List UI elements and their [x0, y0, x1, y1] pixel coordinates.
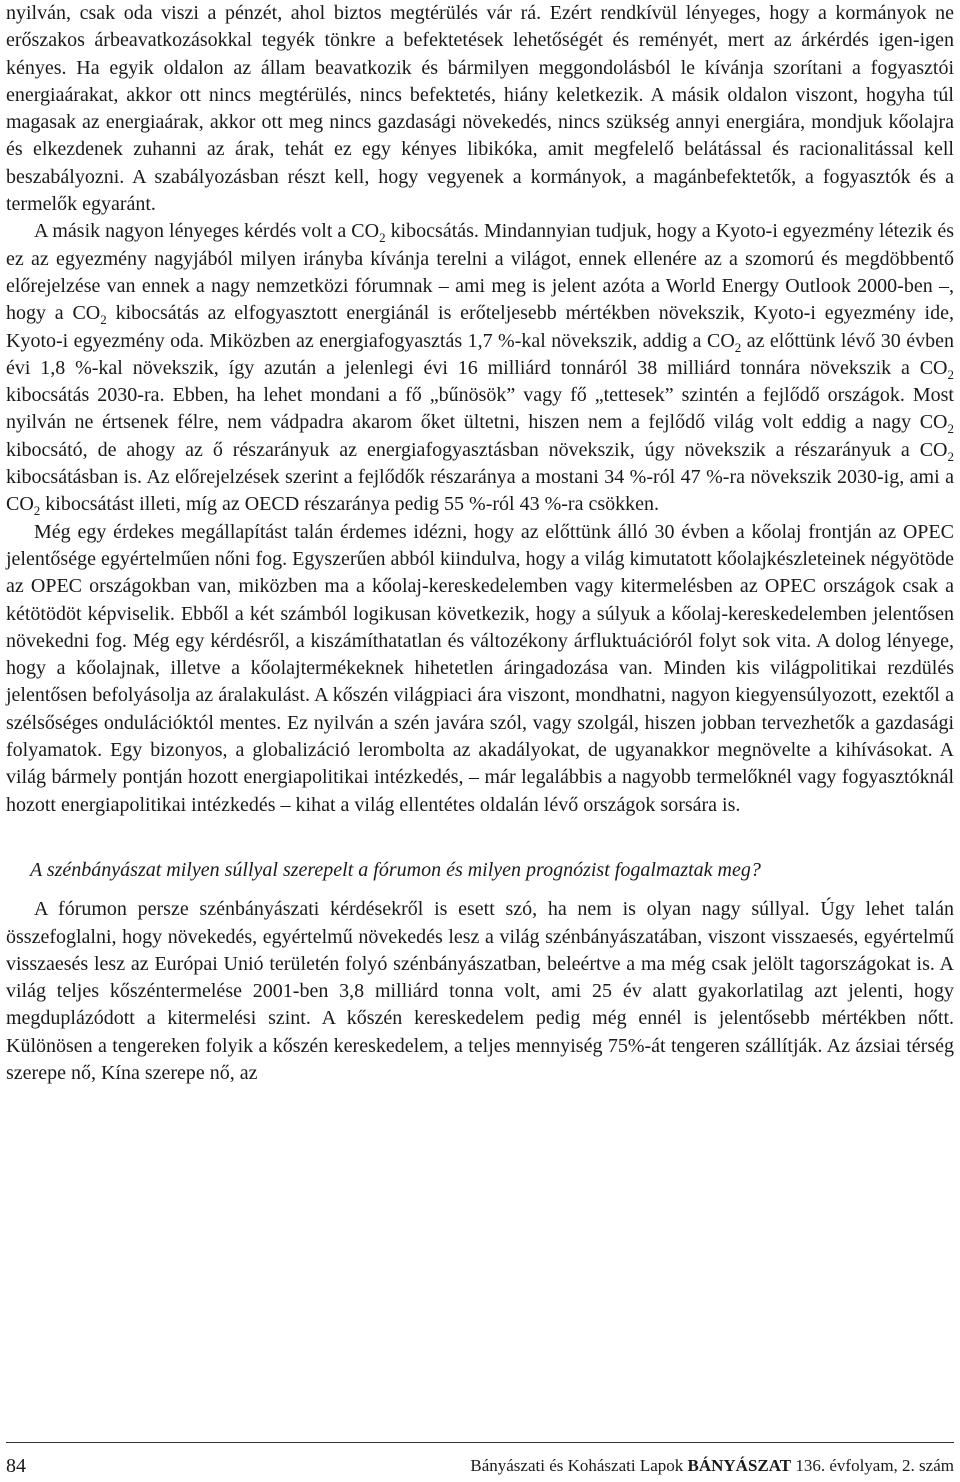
- paragraph-text: A fórumon persze szénbányászati kérdésekről is esett szó, ha nem is olyan nagy súllyal. Úgy lehet talán összefoglalni, hogy növekedés, egyértelmű növekedés lesz a világ szénbányászatában, viszont visszaesés, egyértelmű visszaesés lesz az Európai Unió területén folyó szénbányászatban, beleértve a ma még csak jelölt tagországokat is. A világ teljes kőszéntermelése 2001-ben 3,8 milliárd tonna volt, ami 25 év alatt gyakorlatilag azt jelenti, hogy megduplázódott a kitermelési szint. A kőszén kereskedelem pedig még ennél is jelentősebb mértékben nőtt. Különösen a tengereken folyik a kőszén kereskedelem, a teljes mennyiség 75%-át tengeren szállítják. Az ázsiai térség szerepe nő, Kína szerepe nő, az: [6, 898, 954, 1084]
- paragraph-text: kibocsátásban is. Az előrejelzések szerint a fejlődők részaránya a mostani 34 %-ról 47 %-ra növekszik 2030-ig, ami a CO: [6, 466, 954, 516]
- paragraph-coal-answer: [6, 896, 954, 1087]
- page-number: 84: [6, 1455, 26, 1477]
- footer-divider: [6, 1442, 954, 1443]
- subscript: 2: [734, 339, 742, 355]
- paragraph-text: kibocsátás 2030-ra. Ebben, ha lehet mondani a fő „bűnösök” vagy fő „tettesek” szintén a fejlődő országok. Most nyilván ne értsenek félre, nem vádpadra akarom őket ültetni, hiszen nem a fejlődő világ volt eddig a nagy CO: [6, 384, 954, 434]
- paragraph-text: kibocsátás. Mindannyian tudjuk, hogy a Kyoto-i egyezmény létezik és ez az egyezmény nagyjából milyen irányba kívánja terelni a világot, ennek ellenére az a szomorú és megdöbbentő előrejelzése van ennek a nagy nemzetközi fórumnak – ami meg is jelent azóta a World Energy Outlook 2000-ben –, hogy a CO: [6, 220, 954, 325]
- page-footer: [0, 1440, 960, 1482]
- document-page: [6, 0, 954, 1087]
- subscript: 2: [947, 421, 954, 437]
- subscript: 2: [100, 312, 107, 328]
- paragraph-opec: [6, 519, 954, 819]
- journal-citation: [470, 1454, 954, 1478]
- subscript: 2: [947, 366, 954, 382]
- journal-issue: 136. évfolyam, 2. szám: [791, 1456, 954, 1475]
- paragraph-text: A másik nagyon lényeges kérdés volt a CO: [34, 220, 380, 243]
- subscript: 2: [947, 448, 954, 464]
- subscript: 2: [379, 230, 386, 246]
- paragraph-energy-prices: [6, 0, 954, 218]
- paragraph-text: kibocsátó, de ahogy az ő részarányuk az energiafogyasztásban növekszik, úgy növekszik a részarányuk a CO: [6, 438, 948, 461]
- paragraph-text: kibocsátás az elfogyasztott energiánál is erőteljesebb mértékben növekszik, Kyoto-i egyezmény ide, Kyoto-i egyezmény oda. Miközben az energiafogyasztás 1,7 %-kal növekszik, addig a CO: [6, 302, 954, 352]
- paragraph-text: kibocsátást illeti, míg az OECD részaránya pedig 55 %-ról 43 %-ra csökken.: [40, 493, 659, 516]
- paragraph-text: az előttünk lévő 30 évben évi 1,8 %-kal növekszik, így azután a jelenlegi évi 16 milliárd tonnáról 38 milliárd tonnára növekszik a CO: [6, 329, 954, 379]
- paragraph-text: nyilván, csak oda viszi a pénzét, ahol biztos megtérülés vár rá. Ezért rendkívül lényeges, hogy a kormányok ne erőszakos árbeavatkozásokkal tegyék tönkre a befektetések lehetőségét és reményét, mert az árkérdés igen-igen kényes. Ha egyik oldalon az állam beavatkozik és bármilyen meggondolásból le kívánja szorítani a fogyasztói energiaárakat, akkor ott nincs megtérülés, nincs befektetés, hiány keletkezik. A másik oldalon viszont, hogyha túl magasak az energiaárak, akkor ott meg nincs gazdasági növekedés, nincs szükség annyi energiára, mondjuk kőolajra és elkezdenek zuhanni az árak, tehát ez egy kényes libikóka, amit megfelelő belátással és racionalitással kell beszabályozni. A szabályozásban részt kell, hogy vegyenek a kormányok, a magánbefektetők, a fogyasztók és a termelők egyaránt.: [6, 2, 954, 216]
- interview-question: A szénbányászat milyen súllyal szerepelt a fórumon és milyen prognózist fogalmaztak meg?: [30, 858, 761, 881]
- subscript: 2: [33, 503, 41, 519]
- journal-section: BÁNYÁSZAT: [687, 1456, 792, 1475]
- paragraph-text: Még egy érdekes megállapítást talán érdemes idézni, hogy az előttünk álló 30 évben a kőolaj frontján az OPEC jelentősége egyértelműen nőni fog. Egyszerűen abból kiindulva, hogy a világ kimutatott kőolajkészleteinek négyötöde az OPEC országokban van, miközben ma a kőolaj-kereskedelemben vagy kitermelésben az OPEC országok csak a kétötödöt képviselik. Ebből a két számból logikusan következik, hogy a súlyuk a kőolaj-kereskedelemben jelentősen növekedni fog. Még egy kérdésről, a kiszámíthatatlan és változékony árfluktuációról folyt sok vita. A dolog lényege, hogy a kőolajnak, illetve a kőolajtermékeknek hihetetlen áringadozása van. Minden kis világpolitikai rezdülés jelentősen befolyásolja az áralakulást. A kőszén világpiaci ára viszont, mondhatni, nagyon kiegyensúlyozott, ezektől a szélsőséges ondulációktól mentes. Ez nyilván a szén javára szól, vagy szolgál, hiszen jobban tervezhetők a gazdasági folyamatok. Egy bizonyos, a globalizáció lerombolta az akadályokat, de ugyanakkor megnövelte a kihívásokat. A világ bármely pontján hozott energiapolitikai intézkedés, – már legalábbis a nagyobb termelőknél vagy fogyasztóknál hozott energiapolitikai intézkedés – kihat a világ ellentétes oldalán lévő országok sorsára is.: [6, 520, 954, 816]
- paragraph-co2-emissions: [6, 218, 954, 518]
- journal-name: Bányászati és Kohászati Lapok: [470, 1456, 688, 1475]
